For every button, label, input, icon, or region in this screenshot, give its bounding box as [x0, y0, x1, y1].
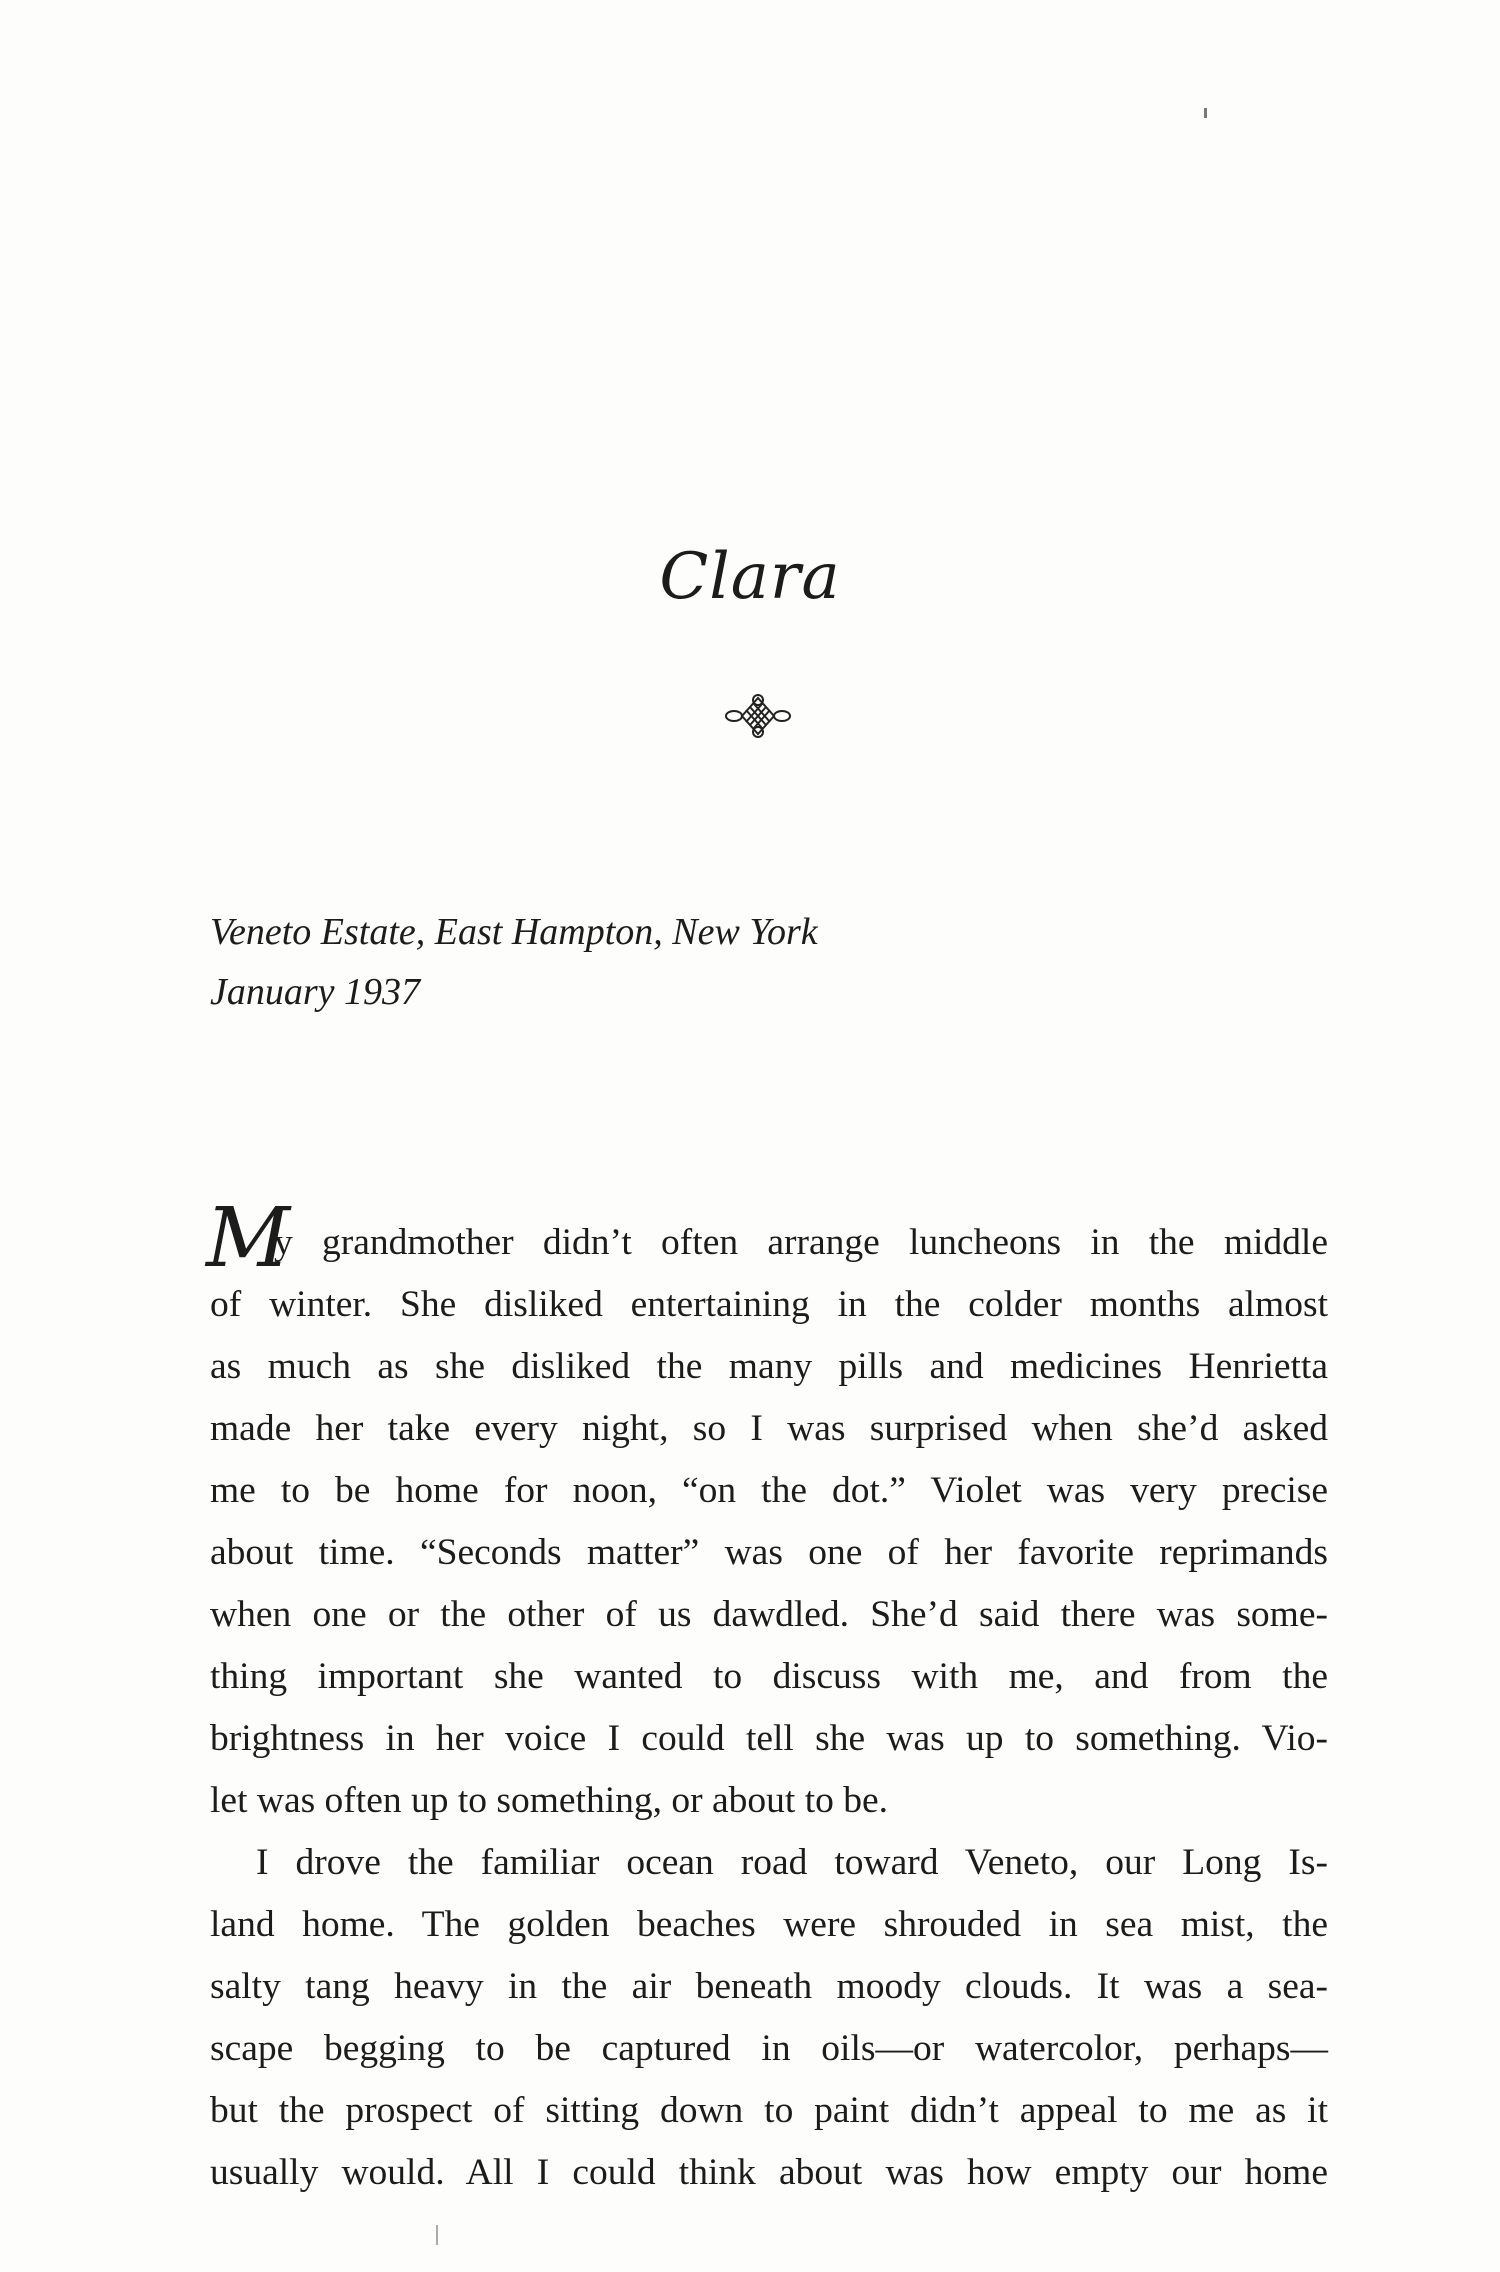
- body-line: about time. “Seconds matter” was one of her favorite reprimands: [210, 1532, 1328, 1573]
- drop-cap: M: [206, 1191, 290, 1286]
- body-line: made her take every night, so I was surprised when she’d asked: [210, 1408, 1328, 1449]
- scan-speck: [1204, 108, 1207, 118]
- celtic-knot-ornament-icon: [722, 692, 794, 740]
- body-line: usually would. All I could think about was how empty our home: [210, 2152, 1328, 2193]
- body-line: brightness in her voice I could tell she was up to something. Vio-: [210, 1718, 1328, 1759]
- body-line: y grandmother didn’t often arrange luncheons in the middle: [274, 1222, 1328, 1263]
- body-line: I drove the familiar ocean road toward Veneto, our Long Is-: [256, 1842, 1328, 1883]
- body-line: but the prospect of sitting down to paint didn’t appeal to me as it: [210, 2090, 1328, 2131]
- body-line: land home. The golden beaches were shrouded in sea mist, the: [210, 1904, 1328, 1945]
- location-line: Veneto Estate, East Hampton, New York: [210, 911, 818, 953]
- chapter-title: Clara: [659, 540, 841, 614]
- body-line: when one or the other of us dawdled. She’d said there was some-: [210, 1594, 1328, 1635]
- body-line: let was often up to something, or about to be.: [210, 1780, 889, 1821]
- body-line: thing important she wanted to discuss with me, and from the: [210, 1656, 1328, 1697]
- body-line: as much as she disliked the many pills and medicines Henrietta: [210, 1346, 1328, 1387]
- body-line: salty tang heavy in the air beneath moody clouds. It was a sea-: [210, 1966, 1328, 2007]
- body-line: me to be home for noon, “on the dot.” Violet was very precise: [210, 1470, 1328, 1511]
- scan-speck: [436, 2225, 438, 2245]
- body-line: scape begging to be captured in oils—or watercolor, perhaps—: [210, 2028, 1328, 2069]
- date-line: January 1937: [210, 971, 421, 1013]
- body-line: of winter. She disliked entertaining in the colder months almost: [210, 1284, 1328, 1325]
